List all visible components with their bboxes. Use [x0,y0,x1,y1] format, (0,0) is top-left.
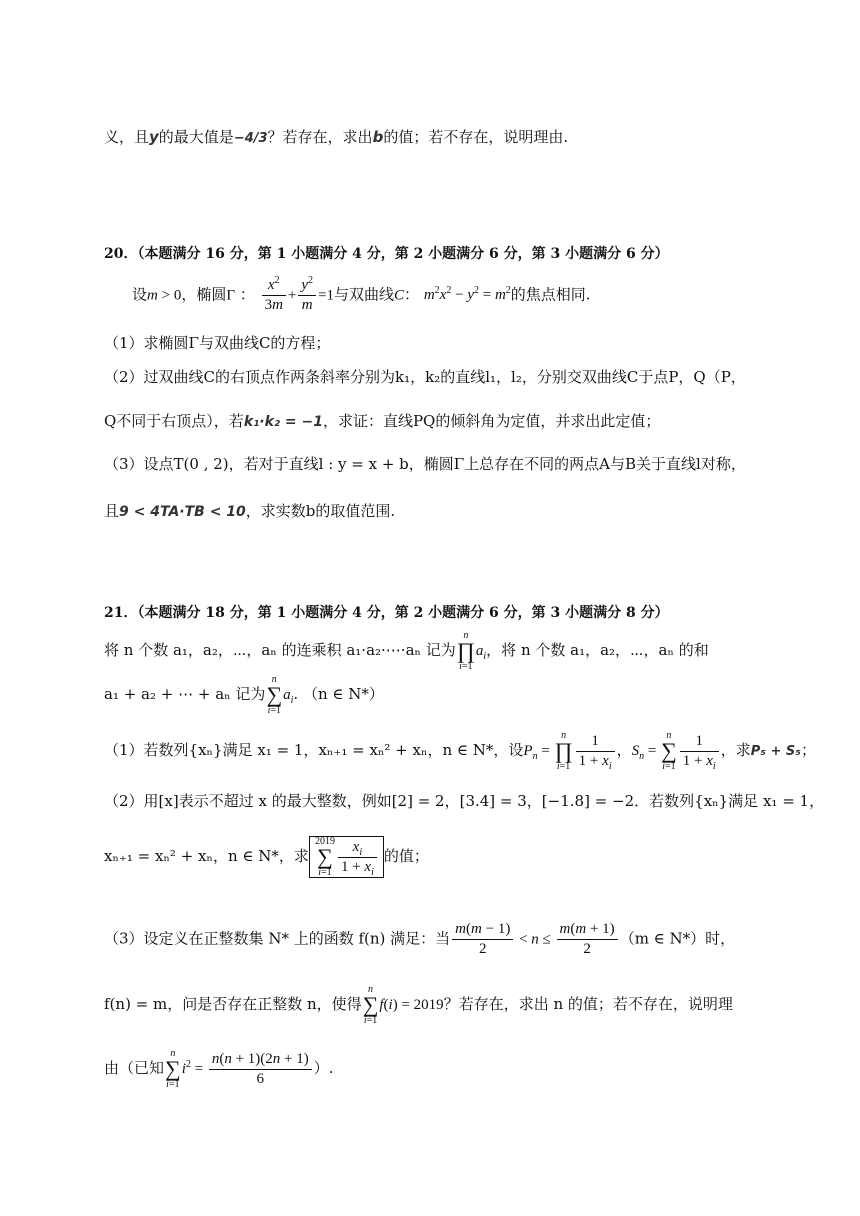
continuation-line [104,128,568,147]
q21-part3-line2: f(n) = m，问是否存在正整数 n，使得 n ∑ i=1 f(i) = 2019？若存在，求出 n 的值；若不存在，说明理 [104,984,733,1026]
q20-part2-line2: Q不同于右顶点），若k₁·k₂ = −1，求证：直线PQ的倾斜角为定值，并求出此定值； [104,412,661,430]
q20-part3-line2: 且9 < 4TA·TB < 10，求实数b的取值范围. [104,502,396,520]
q21-part3-line3: 由（已知 n ∑ i=1 $i^2$ = $\frac{n(n + 1)(2n + 1)}{6}$ ）. [104,1048,334,1090]
q20-part3-line1: （3）设点T(0 , 2)，若对于直线l : y = x + b，椭圆Γ上总存在不同的两点A与B关于直线l对称， [104,455,746,473]
q20-intro: 设m > 0，椭圆Γ ： $\frac{x^2}{3m}$ + $\frac{y^2}{m}$ =1与双曲线C： $m^2x^2 - y^2 = m^2$的焦点相同. [132,275,591,313]
q21-heading: 21．（本题满分 18 分，第 1 小题满分 4 分，第 2 小题满分 6 分，第 3 小题满分 8 分） [104,605,669,621]
text-rest1: ？若存在，求出 [267,128,373,146]
q20-part1: （1）求椭圆Γ与双曲线C的方程； [104,334,331,352]
floor-bracket: 2019 ∑ i=1 $\frac{x_i}{1 + x_i}$ [309,836,384,878]
text-prefix: 义，且 [104,128,150,146]
var-b: b [372,128,384,146]
q21-def-line1: 将 n 个数 a₁，a₂，⋯，aₙ 的连乘积 a₁·a₂·⋯·aₙ 记为 n ∏ i=1 $a_i$，将 n 个数 a₁，a₂，⋯，aₙ 的和 [104,630,709,672]
product-symbol: n ∏ i=1 [456,630,475,672]
q21-def-line2: a₁ + a₂ + ⋯ + aₙ 记为 n ∑ i=1 $a_i$. （n ∈ N*） [104,674,384,716]
q21-part1: （1）若数列{xₙ}满足 x₁ = 1，xₙ₊₁ = xₙ² + xₙ，n ∈ N*，设$P_n$ = n ∏ i=1 $\frac{1}{1 + x_i}$ ，$S_n$ = n ∑ i=1 $\frac{1}{1 + x_i}$ ，求P₅ + S₅； [104,730,816,772]
max-value: −4/3 [233,131,268,146]
q21-part3-line1: （3）设定义在正整数集 N* 上的函数 f(n) 满足：当 $\frac{m(m - 1)}{2}$ < n ≤ $\frac{m(m + 1)}{2}$ （m ∈ N*）时， [104,921,736,957]
text-mid: 的最大值是 [158,128,234,146]
var-y: y [149,128,159,146]
sum-symbol: n ∑ i=1 [266,674,283,716]
frac-y2-m: $\frac{y^2}{m}$ [298,276,316,315]
frac-x2-3m: $\frac{x^2}{3m}$ [262,276,286,315]
q21-part2-line1: （2）用[x]表示不超过 x 的最大整数，例如[2] = 2，[3.4] = 3，[−1.8] = −2．若数列{xₙ}满足 x₁ = 1， [104,792,825,810]
q20-heading: 20．（本题满分 16 分，第 1 小题满分 4 分，第 2 小题满分 6 分，第 3 小题满分 6 分） [104,246,669,262]
q21-part2-line2: xₙ₊₁ = xₙ² + xₙ，n ∈ N*，求 2019 ∑ i=1 $\frac{x_i}{1 + x_i}$ 的值； [104,836,429,878]
q20-part2-line1: （2）过双曲线C的右顶点作两条斜率分别为k₁，k₂的直线l₁，l₂，分别交双曲线C于点P，Q（P， [104,368,746,386]
text-rest2: 的值；若不存在，说明理由. [383,128,569,146]
